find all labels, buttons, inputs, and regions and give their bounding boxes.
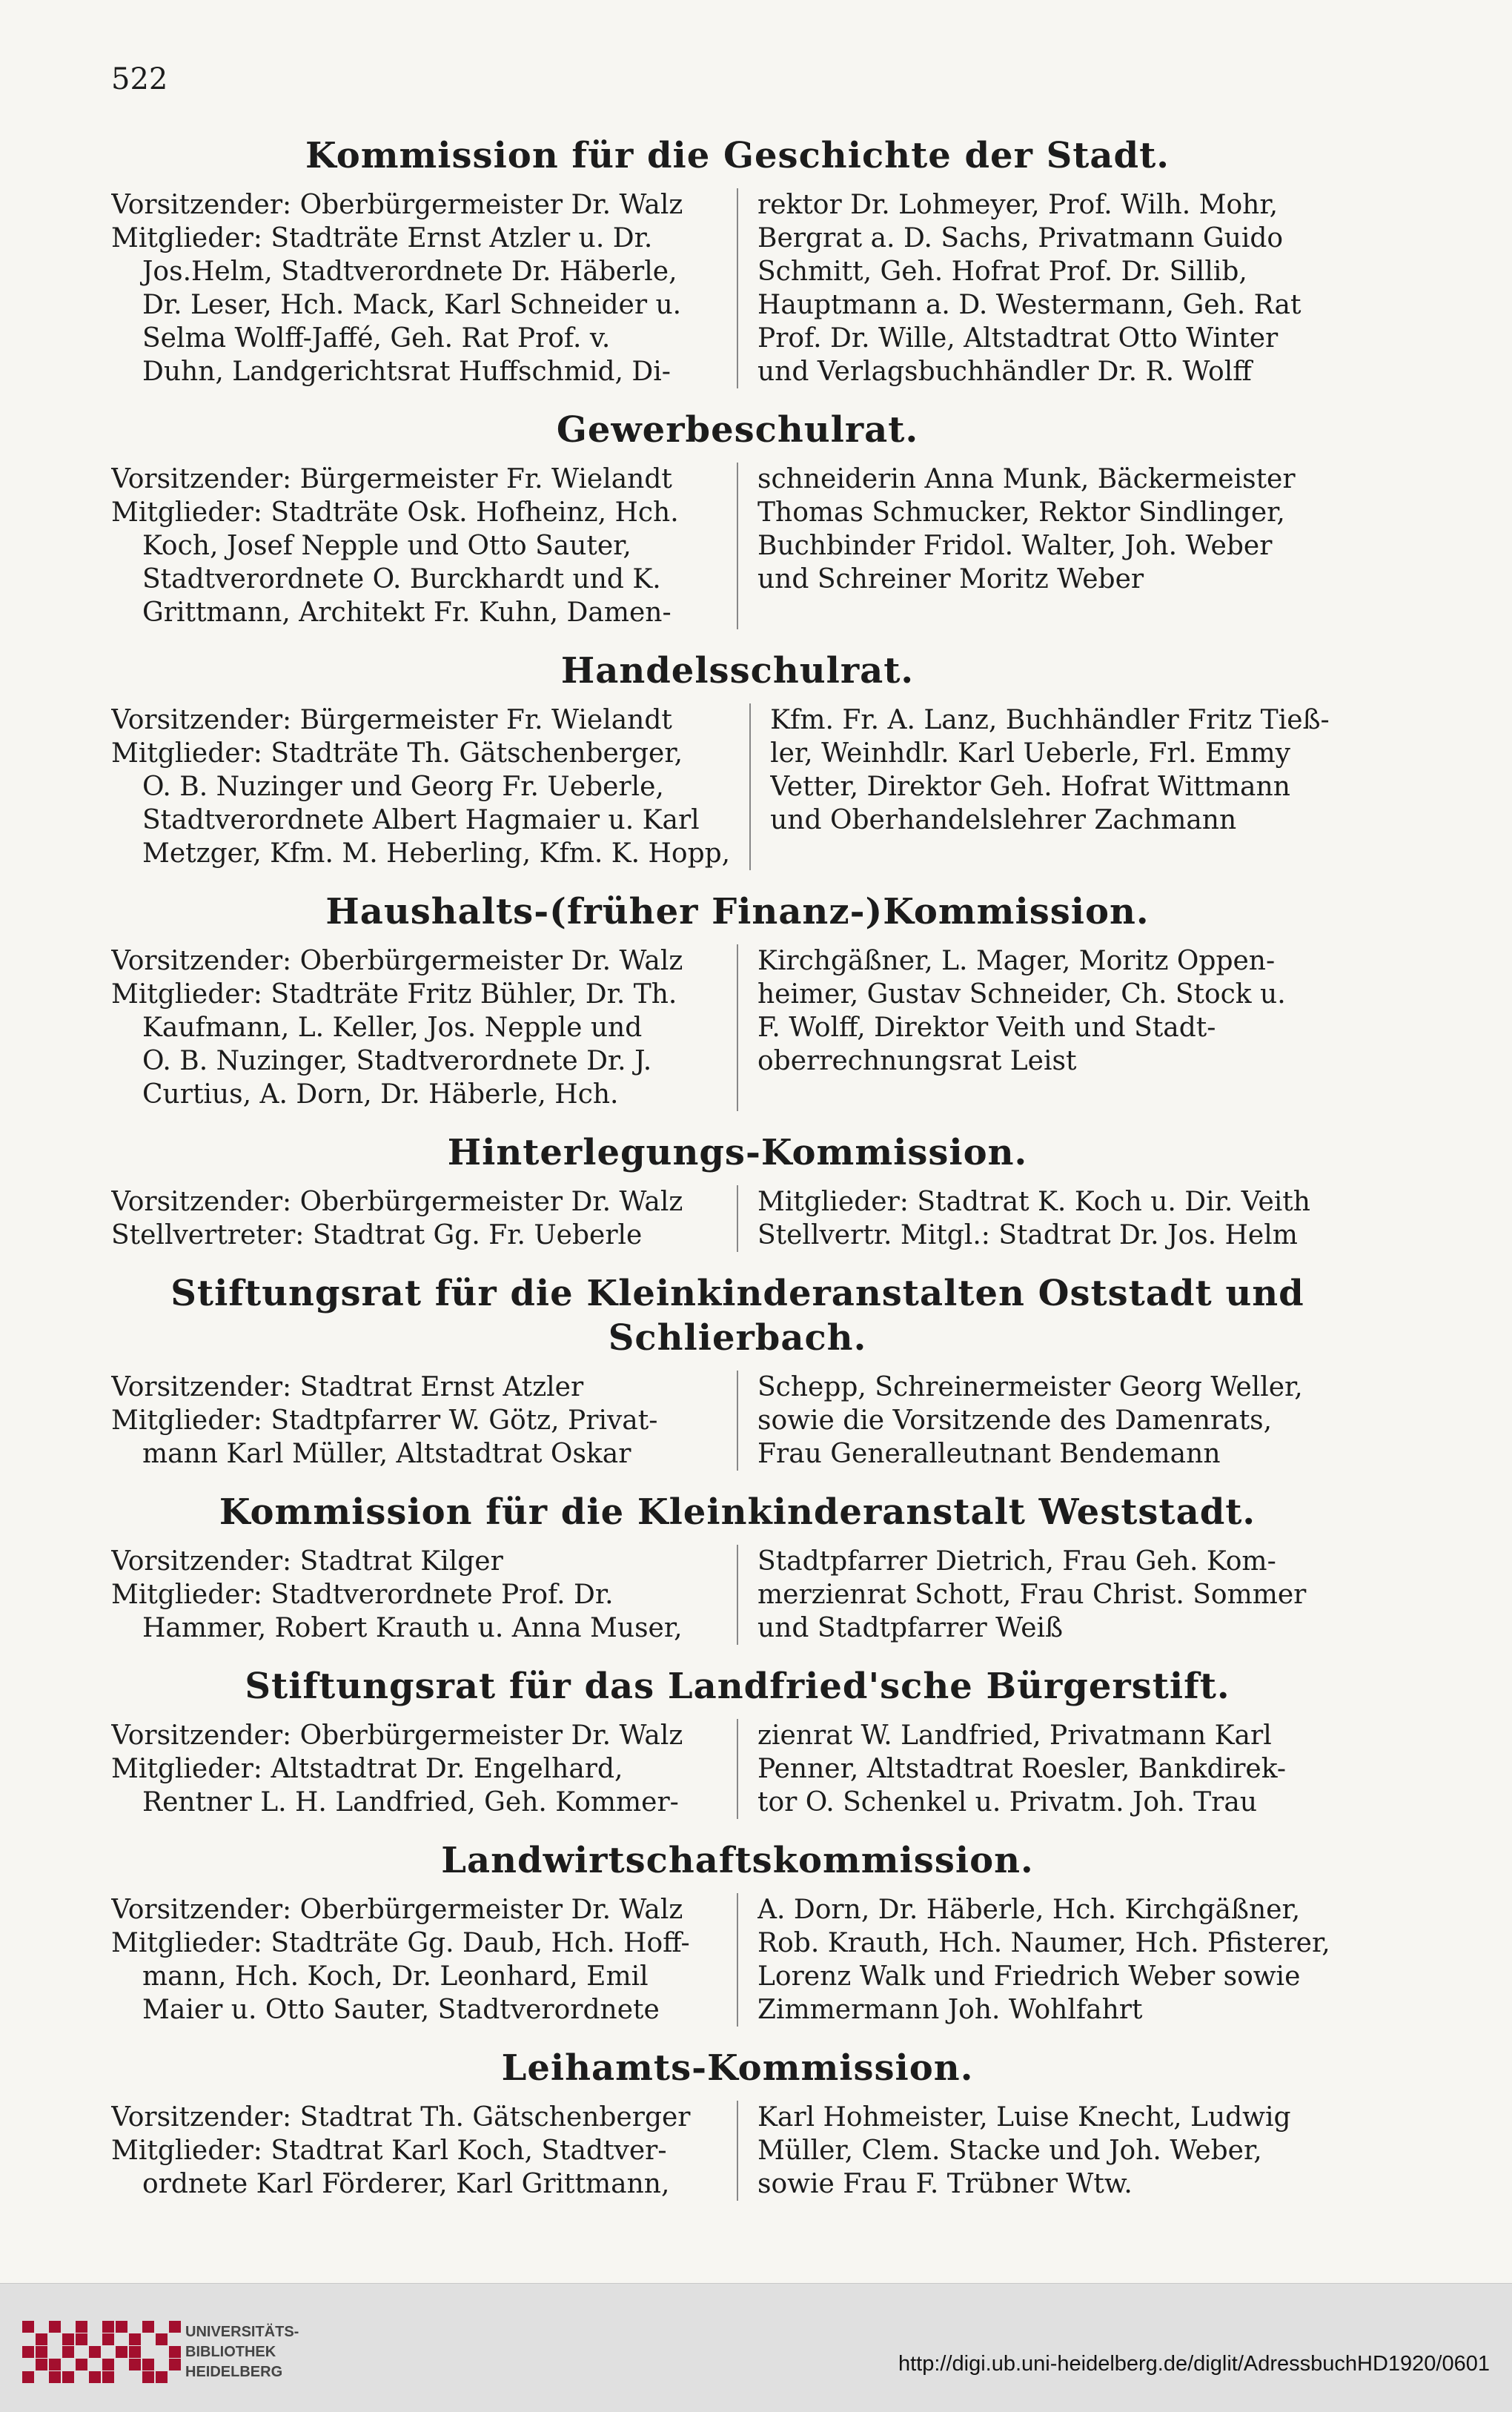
member-line: Mitglieder: Stadträte Osk. Hofheinz, Hch. xyxy=(111,497,679,528)
section-title: Handelsschulrat. xyxy=(560,650,915,692)
member-line: Vorsitzender: Oberbürgermeister Dr. Walz xyxy=(111,1720,683,1751)
member-line: Schmitt, Geh. Hofrat Prof. Dr. Sillib, xyxy=(757,256,1247,287)
right-column xyxy=(738,1893,1364,2027)
member-line: A. Dorn, Dr. Häberle, Hch. Kirchgäßner, xyxy=(757,1895,1301,1925)
member-line: Duhn, Landgerichtsrat Huffschmid, Di- xyxy=(142,357,671,387)
section-columns xyxy=(111,1893,1364,2027)
section-columns xyxy=(111,463,1364,629)
member-line: Stadtpfarrer Dietrich, Frau Geh. Kom- xyxy=(757,1546,1276,1577)
section-title: Leihamts-Kommission. xyxy=(501,2047,974,2089)
member-line: Thomas Schmucker, Rektor Sindlinger, xyxy=(757,497,1285,528)
left-column xyxy=(111,2101,738,2201)
committee-section xyxy=(111,133,1364,388)
section-title: Haushalts-(früher Finanz-)Kommission. xyxy=(325,891,1150,932)
member-line: und Verlagsbuchhändler Dr. R. Wolff xyxy=(757,357,1252,387)
member-line: Koch, Josef Nepple und Otto Sauter, xyxy=(142,531,631,561)
member-line: Hammer, Robert Krauth u. Anna Muser, xyxy=(142,1613,683,1643)
member-line: Vorsitzender: Oberbürgermeister Dr. Walz xyxy=(111,1187,683,1217)
right-column xyxy=(738,944,1364,1111)
member-line: mann, Hch. Koch, Dr. Leonhard, Emil xyxy=(142,1961,649,1992)
member-line: Mitglieder: Stadtpfarrer W. Götz, Privat- xyxy=(111,1405,658,1436)
left-column xyxy=(111,703,751,870)
left-column xyxy=(111,1545,738,1645)
member-line: Maier u. Otto Sauter, Stadtverordnete xyxy=(142,1995,660,2025)
member-line: Mitglieder: Stadträte Ernst Atzler u. Dr. xyxy=(111,223,653,254)
member-line: Vorsitzender: Oberbürgermeister Dr. Walz xyxy=(111,946,683,976)
member-line: Metzger, Kfm. M. Heberling, Kfm. K. Hopp, xyxy=(142,838,731,869)
member-line: Zimmermann Joh. Wohlfahrt xyxy=(757,1995,1143,2025)
left-column xyxy=(111,188,738,388)
section-columns xyxy=(111,944,1364,1111)
section-columns xyxy=(111,188,1364,388)
footer-bar xyxy=(0,2283,1512,2412)
left-column xyxy=(111,944,738,1111)
library-logo-icon[interactable] xyxy=(22,2321,182,2383)
committee-section xyxy=(111,649,1364,870)
right-column xyxy=(738,463,1364,629)
left-column xyxy=(111,1719,738,1819)
member-line: sowie die Vorsitzende des Damenrats, xyxy=(757,1405,1273,1436)
section-columns xyxy=(111,1545,1364,1645)
section-title: Stiftungsrat für die Kleinkinderanstalten Oststadt und Schlierbach. xyxy=(170,1273,1304,1359)
right-column xyxy=(738,188,1364,388)
member-line: Buchbinder Fridol. Walter, Joh. Weber xyxy=(757,531,1273,561)
member-line: ler, Weinhdlr. Karl Ueberle, Frl. Emmy xyxy=(770,738,1290,769)
member-line: Jos.Helm, Stadtverordnete Dr. Häberle, xyxy=(142,256,677,287)
section-title: Landwirtschaftskommission. xyxy=(441,1840,1034,1881)
member-line: oberrechnungsrat Leist xyxy=(757,1046,1077,1076)
right-column xyxy=(751,703,1364,870)
member-line: Hauptmann a. D. Westermann, Geh. Rat xyxy=(757,290,1302,320)
member-line: tor O. Schenkel u. Privatm. Joh. Trau xyxy=(757,1787,1258,1818)
member-line: und Oberhandelslehrer Zachmann xyxy=(770,805,1237,835)
section-title: Kommission für die Geschichte der Stadt. xyxy=(305,135,1170,176)
member-line: mann Karl Müller, Altstadtrat Oskar xyxy=(142,1439,631,1469)
committee-section xyxy=(111,1271,1364,1471)
member-line: heimer, Gustav Schneider, Ch. Stock u. xyxy=(757,979,1286,1010)
member-line: ordnete Karl Förderer, Karl Grittmann, xyxy=(142,2169,670,2199)
page-number: 522 xyxy=(111,62,168,96)
right-column xyxy=(738,1185,1364,1252)
left-column xyxy=(111,463,738,629)
committee-section xyxy=(111,1130,1364,1252)
right-column xyxy=(738,1545,1364,1645)
member-line: Mitglieder: Altstadtrat Dr. Engelhard, xyxy=(111,1754,623,1784)
member-line: Curtius, A. Dorn, Dr. Häberle, Hch. xyxy=(142,1079,619,1110)
member-line: Mitglieder: Stadtrat K. Koch u. Dir. Veith xyxy=(757,1187,1310,1217)
member-line: Vorsitzender: Oberbürgermeister Dr. Walz xyxy=(111,190,683,220)
member-line: Vorsitzender: Bürgermeister Fr. Wielandt xyxy=(111,464,672,494)
section-title: Kommission für die Kleinkinderanstalt Weststadt. xyxy=(219,1491,1256,1533)
section-columns xyxy=(111,1371,1364,1471)
member-line: Vorsitzender: Bürgermeister Fr. Wielandt xyxy=(111,705,672,735)
left-column xyxy=(111,1185,738,1252)
member-line: rektor Dr. Lohmeyer, Prof. Wilh. Mohr, xyxy=(757,190,1279,220)
member-line: und Stadtpfarrer Weiß xyxy=(757,1613,1064,1643)
member-line: Prof. Dr. Wille, Altstadtrat Otto Winter xyxy=(757,323,1279,354)
member-line: Vetter, Direktor Geh. Hofrat Wittmann xyxy=(770,772,1290,802)
library-name-line: UNIVERSITÄTS- xyxy=(185,2324,299,2340)
library-name-line: HEIDELBERG xyxy=(185,2364,283,2380)
member-line: Vorsitzender: Stadtrat Th. Gätschenberger xyxy=(111,2102,691,2133)
section-title: Gewerbeschulrat. xyxy=(556,409,919,451)
source-url-link[interactable]: http://digi.ub.uni-heidelberg.de/diglit/AdressbuchHD1920/0601 xyxy=(898,2352,1490,2376)
member-line: und Schreiner Moritz Weber xyxy=(757,564,1144,594)
right-column xyxy=(738,1371,1364,1471)
member-line: Mitglieder: Stadträte Th. Gätschenberger, xyxy=(111,738,683,769)
committee-section xyxy=(111,1838,1364,2027)
member-line: Vorsitzender: Oberbürgermeister Dr. Walz xyxy=(111,1895,683,1925)
member-line: Schepp, Schreinermeister Georg Weller, xyxy=(757,1372,1303,1402)
member-line: Grittmann, Architekt Fr. Kuhn, Damen- xyxy=(142,597,672,628)
member-line: Rob. Krauth, Hch. Naumer, Hch. Pfisterer, xyxy=(757,1928,1330,1958)
member-line: zienrat W. Landfried, Privatmann Karl xyxy=(757,1720,1272,1751)
section-columns xyxy=(111,1185,1364,1252)
member-line: Kaufmann, L. Keller, Jos. Nepple und xyxy=(142,1013,643,1043)
page-content xyxy=(111,133,1364,2220)
member-line: Selma Wolff-Jaffé, Geh. Rat Prof. v. xyxy=(142,323,611,354)
right-column xyxy=(738,1719,1364,1819)
member-line: Stadtverordnete Albert Hagmaier u. Karl xyxy=(142,805,700,835)
member-line: Lorenz Walk und Friedrich Weber sowie xyxy=(757,1961,1301,1992)
left-column xyxy=(111,1893,738,2027)
member-line: Penner, Altstadtrat Roesler, Bankdirek- xyxy=(757,1754,1287,1784)
committee-section xyxy=(111,889,1364,1111)
member-line: Mitglieder: Stadträte Gg. Daub, Hch. Hoff- xyxy=(111,1928,690,1958)
section-title: Stiftungsrat für das Landfried'sche Bürgerstift. xyxy=(245,1666,1230,1707)
section-columns xyxy=(111,1719,1364,1819)
member-line: Mitglieder: Stadtverordnete Prof. Dr. xyxy=(111,1580,614,1610)
committee-section xyxy=(111,1490,1364,1645)
member-line: Frau Generalleutnant Bendemann xyxy=(757,1439,1221,1469)
member-line: Dr. Leser, Hch. Mack, Karl Schneider u. xyxy=(142,290,682,320)
member-line: merzienrat Schott, Frau Christ. Sommer xyxy=(757,1580,1307,1610)
left-column xyxy=(111,1371,738,1471)
member-line: schneiderin Anna Munk, Bäckermeister xyxy=(757,464,1296,494)
member-line: O. B. Nuzinger, Stadtverordnete Dr. J. xyxy=(142,1046,652,1076)
committee-section xyxy=(111,1664,1364,1819)
member-line: sowie Frau F. Trübner Wtw. xyxy=(757,2169,1133,2199)
committee-section xyxy=(111,2046,1364,2201)
member-line: Stellvertr. Mitgl.: Stadtrat Dr. Jos. Helm xyxy=(757,1220,1298,1250)
section-columns xyxy=(111,2101,1364,2201)
committee-section xyxy=(111,408,1364,629)
member-line: Vorsitzender: Stadtrat Ernst Atzler xyxy=(111,1372,584,1402)
member-line: F. Wolff, Direktor Veith und Stadt- xyxy=(757,1013,1216,1043)
member-line: Karl Hohmeister, Luise Knecht, Ludwig xyxy=(757,2102,1291,2133)
member-line: Stadtverordnete O. Burckhardt und K. xyxy=(142,564,661,594)
right-column xyxy=(738,2101,1364,2201)
member-line: O. B. Nuzinger und Georg Fr. Ueberle, xyxy=(142,772,664,802)
library-name xyxy=(185,2322,299,2382)
member-line: Mitglieder: Stadtrat Karl Koch, Stadtver- xyxy=(111,2136,667,2166)
member-line: Kirchgäßner, L. Mager, Moritz Oppen- xyxy=(757,946,1276,976)
library-name-line: BIBLIOTHEK xyxy=(185,2344,276,2360)
member-line: Vorsitzender: Stadtrat Kilger xyxy=(111,1546,503,1577)
member-line: Mitglieder: Stadträte Fritz Bühler, Dr. Th. xyxy=(111,979,677,1010)
member-line: Stellvertreter: Stadtrat Gg. Fr. Ueberle xyxy=(111,1220,643,1250)
section-title: Hinterlegungs-Kommission. xyxy=(447,1132,1028,1173)
member-line: Kfm. Fr. A. Lanz, Buchhändler Fritz Tieß- xyxy=(770,705,1330,735)
member-line: Rentner L. H. Landfried, Geh. Kommer- xyxy=(142,1787,679,1818)
member-line: Bergrat a. D. Sachs, Privatmann Guido xyxy=(757,223,1284,254)
section-columns xyxy=(111,703,1364,870)
member-line: Müller, Clem. Stacke und Joh. Weber, xyxy=(757,2136,1262,2166)
